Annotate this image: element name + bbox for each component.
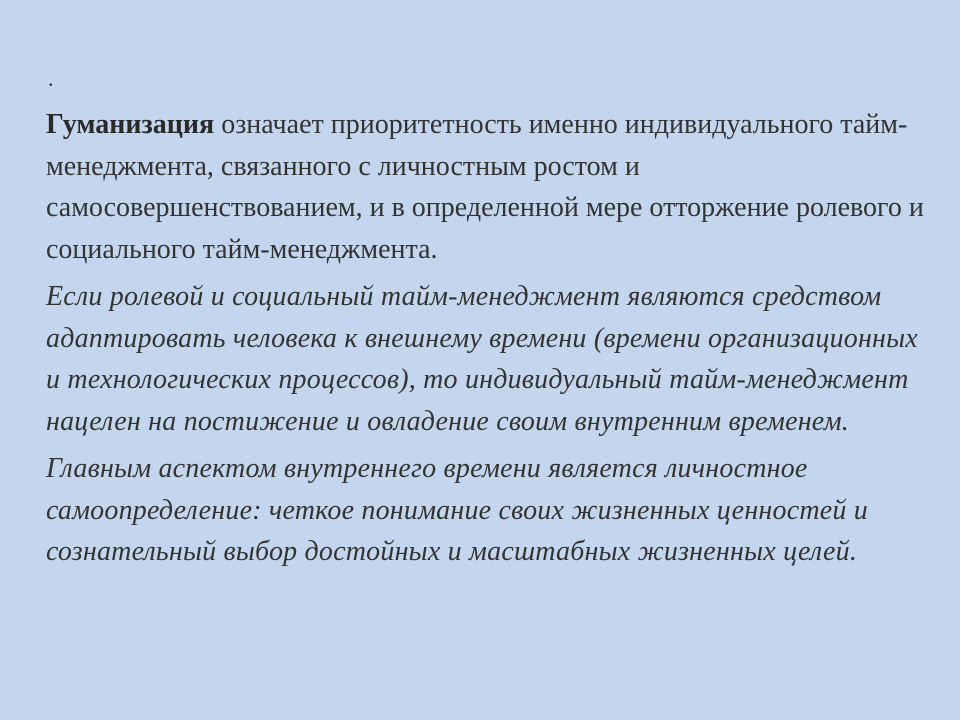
- paragraph-role-social: Если ролевой и социальный тайм-менеджмент являются средством адаптировать человека к внешнему времени (времени организационных и технологических процессов), то индивидуальный тайм-менеджмент нацелен на постижение и овладение своим внутренним временем.: [46, 281, 918, 437]
- term-humanization: Гуманизация: [46, 109, 215, 140]
- bullet-dot: .: [48, 66, 54, 91]
- paragraph-humanization-text: означает приоритетность именно индивидуального тайм-менеджмента, связанного с личностным ростом и самосовершенствованием, и в определенной мере отторжение ролевого и социального тайм-менеджмента.: [46, 109, 924, 265]
- slide-body: [46, 104, 926, 573]
- paragraph-humanization: [46, 104, 926, 270]
- paragraph-inner-time: Главным аспектом внутреннего времени является личностное самоопределение: четкое понимание своих жизненных ценностей и сознательный выбор достойных и масштабных жизненных целей.: [46, 453, 868, 567]
